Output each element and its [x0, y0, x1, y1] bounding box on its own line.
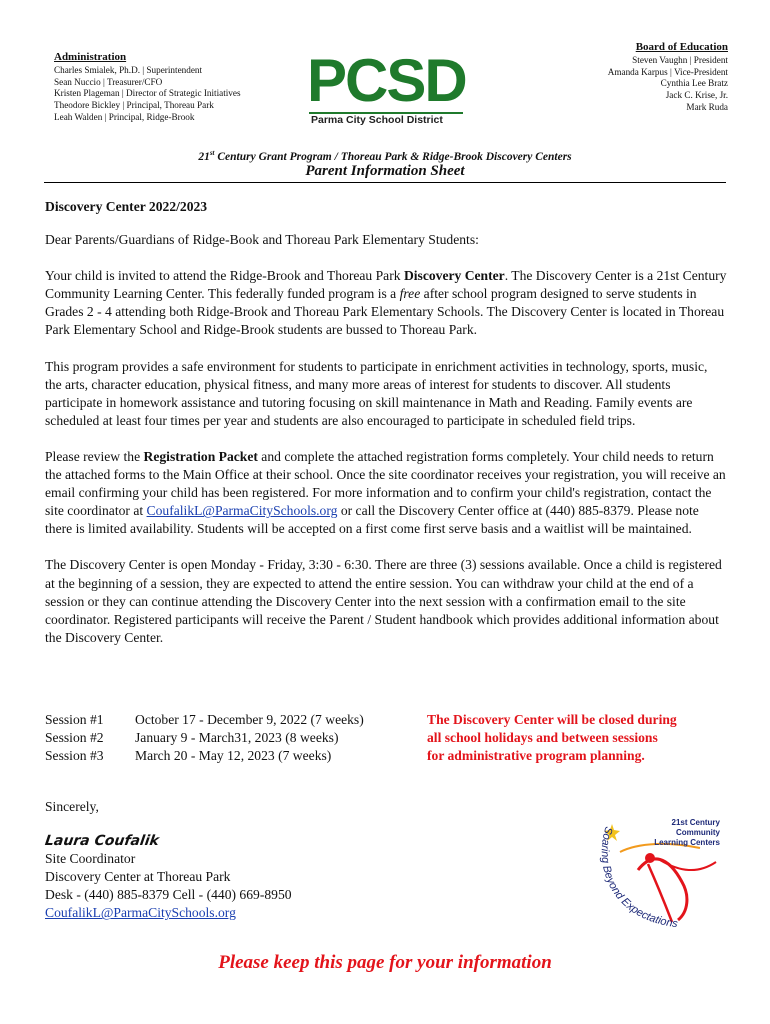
coordinator-title: Site Coordinator — [45, 851, 136, 867]
paragraph-3: Please review the Registration Packet and complete the attached registration forms completely. Your child needs to return the attached forms to the Main Office at their school. Once the site coordinator receives your registration, you will receive an email confirming your child has been registered. For more information and to confirm your child's registration, contact the site coordinator at CoufalikL@ParmaCitySchools.org or call the Discovery Center office at (440) 885-8379. Please note there is limited availability. Students will be accepted on a first come first serve basis and a waitlist will be maintained. — [45, 448, 726, 537]
pcsd-logo — [307, 47, 466, 128]
coordinator-email-link[interactable]: CoufalikL@ParmaCitySchools.org — [146, 503, 338, 519]
board-member: Jack C. Krise, Jr. — [665, 90, 728, 101]
sincerely: Sincerely, — [45, 799, 99, 814]
signature: Laura Coufalik — [43, 833, 161, 850]
admin-member: Leah Walden | Principal, Ridge-Brook — [54, 111, 195, 122]
sheet-title: Parent Information Sheet — [305, 163, 465, 179]
coordinator-location: Discovery Center at Thoreau Park — [45, 869, 231, 885]
letter-body — [45, 198, 727, 665]
cclc-logo — [590, 812, 730, 942]
administration-block — [54, 52, 241, 124]
sessions-list — [45, 711, 364, 765]
paragraph-1: Your child is invited to attend the Ridge-Brook and Thoreau Park Discovery Center. The Discovery Center is a 21st Century Community Learning Center. This federally funded program is a free after school program designed to serve students in Grades 2 - 4 attending both Ridge-Brook and Thoreau Park Elementary Schools. The Discovery Center is located in Thoreau Park Elementary School and Ridge-Brook students are bussed to Thoreau Park. — [45, 268, 727, 338]
admin-member: Sean Nuccio | Treasurer/CFO — [54, 76, 163, 87]
session-row: Session #3 March 20 - May 12, 2023 (7 weeks) — [45, 748, 332, 764]
paragraph-4: The Discovery Center is open Monday - Friday, 3:30 - 6:30. There are three (3) sessions available. Once a child is registered at the beginning of a session, they are expected to attend the entire session. You can withdraw your child at the end of a session or they can continue attending the Discovery Center into the next session with a confirmation email to the site coordinator. Registered participants will receive the Parent / Student handbook which provides additional information about the Discovery Center. — [45, 557, 722, 645]
paragraph-2: This program provides a safe environment for students to participate in enrichment activities in technology, sports, music, the arts, character education, physical fitness, and many more areas of interest for students to discover. All students participate in homework assistance and tutoring focusing on skill maintenance in Math and Reading. Family events are scheduled at least four times per year and students are also encouraged to participate in scheduled field trips. — [45, 358, 708, 428]
board-member: Steven Vaughn | President — [632, 54, 728, 65]
greeting: Dear Parents/Guardians of Ridge-Book and Thoreau Park Elementary Students: — [45, 232, 479, 248]
admin-member: Kristen Plageman | Director of Strategic Initiatives — [54, 88, 241, 99]
signature-email-link[interactable]: CoufalikL@ParmaCitySchools.org — [45, 905, 236, 921]
admin-member: Theodore Bickley | Principal, Thoreau Park — [54, 100, 214, 111]
board-member: Amanda Karpus | Vice-President — [607, 66, 728, 77]
footer-note: Please keep this page for your information — [218, 952, 552, 973]
board-block — [608, 42, 728, 114]
letter-heading: Discovery Center 2022/2023 — [45, 199, 208, 214]
board-member: Mark Ruda — [686, 101, 728, 112]
closing-block — [45, 798, 292, 923]
coordinator-phones: Desk - (440) 885-8379 Cell - (440) 669-8950 — [45, 887, 292, 903]
board-title: Board of Education — [635, 41, 728, 53]
administration-title: Administration — [54, 51, 127, 63]
admin-member: Charles Smialek, Ph.D. | Superintendent — [54, 64, 203, 75]
session-row: Session #1 October 17 - December 9, 2022 (7 weeks) — [45, 712, 364, 727]
cclc-arc-text: Soaring Beyond Expectations — [598, 825, 679, 931]
logo-district-name: Parma City School District — [311, 114, 443, 126]
grant-line: 21st Century Grant Program / Thoreau Park & Ridge-Brook Discovery Centers — [198, 149, 572, 163]
header-divider — [44, 182, 726, 183]
closed-notice: The Discovery Center will be closed during all school holidays and between sessions for administrative program planning. — [427, 712, 677, 764]
cclc-text: 21st Century Community Learning Centers — [654, 818, 720, 847]
session-row: Session #2 January 9 - March31, 2023 (8 weeks) — [45, 730, 339, 746]
logo-letters: PCSD — [307, 47, 466, 114]
board-member: Cynthia Lee Bratz — [660, 78, 728, 89]
